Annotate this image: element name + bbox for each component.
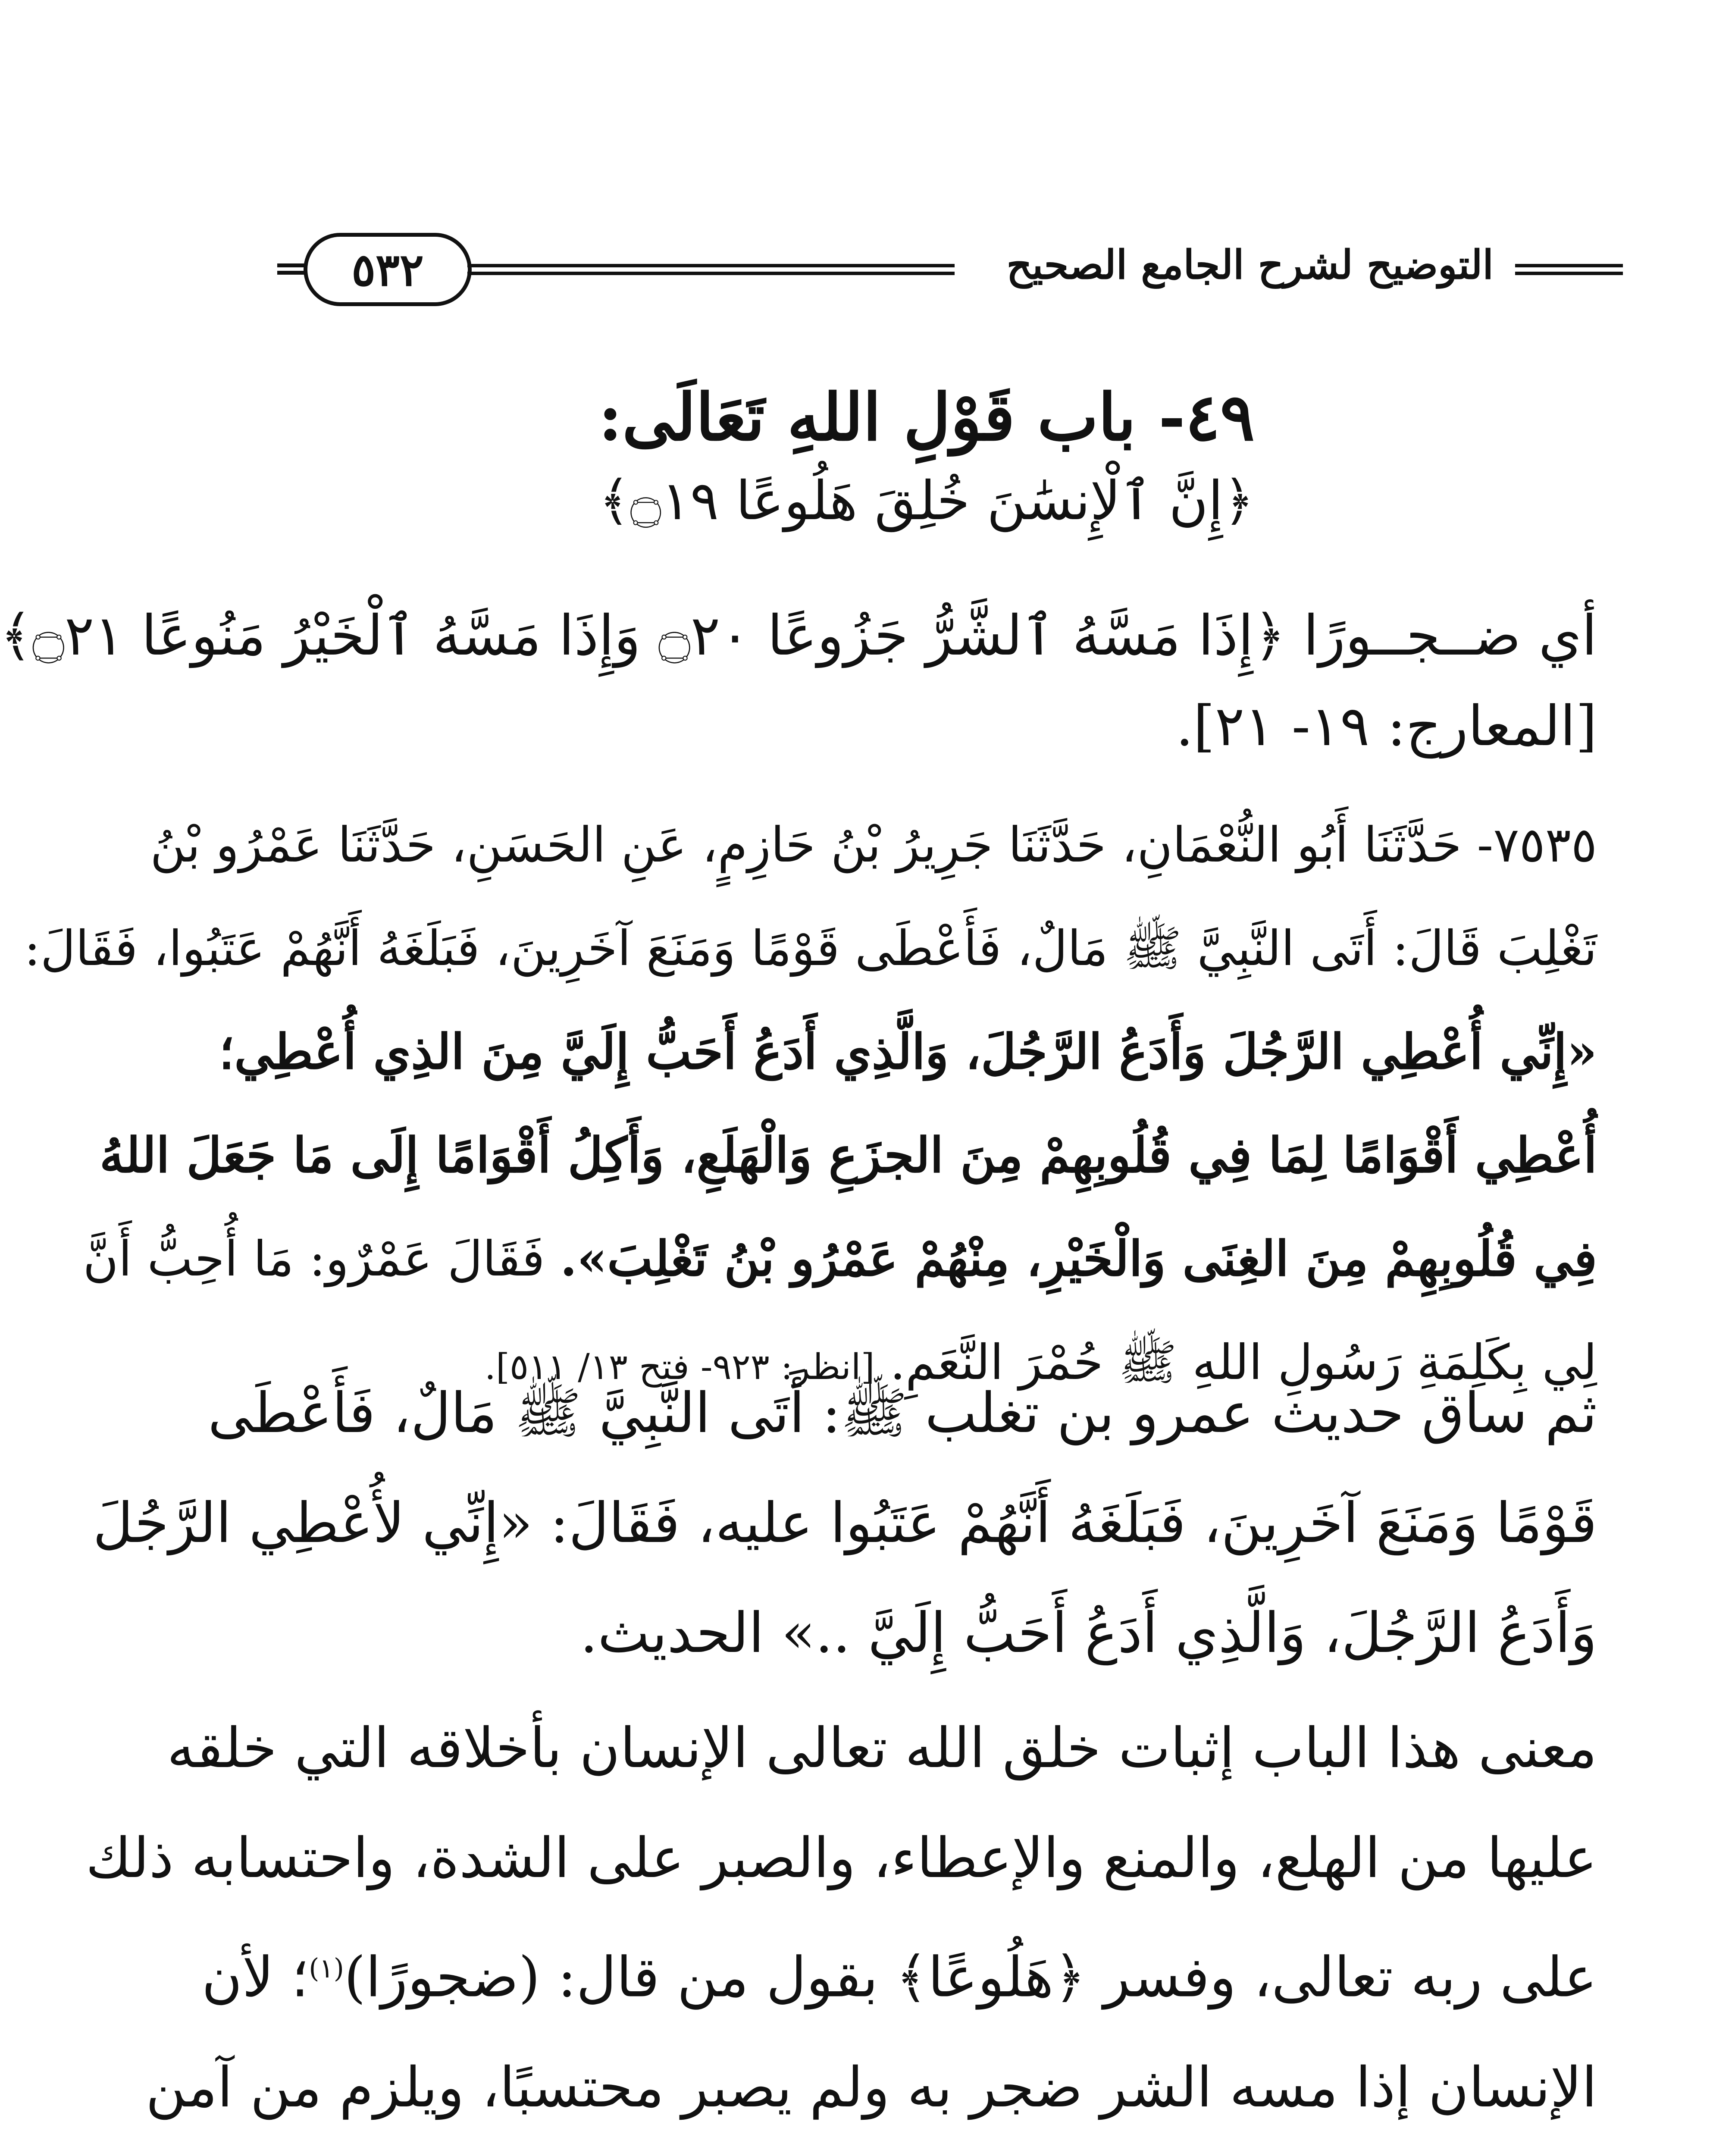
hadith-line: ٧٥٣٥- حَدَّثَنَا أَبُو النُّعْمَانِ، حَدَّثَنَا جَرِيرُ بْنُ حَازِمٍ، عَنِ الحَسَنِ، حَدَّثَنَا عَمْرُو بْنُ bbox=[150, 817, 1597, 873]
commentary-line: وَأَدَعُ الرَّجُلَ، وَالَّذِي أَدَعُ أَحَبُّ إِلَيَّ ..» الحديث. bbox=[580, 1601, 1597, 1665]
hadith-last-line: لِي بِكَلِمَةِ رَسُولِ اللهِ ﷺ حُمْرَ النَّعَمِ. bbox=[890, 1335, 1597, 1391]
hadith-line bbox=[83, 1207, 1597, 1311]
commentary-line: قَوْمًا وَمَنَعَ آخَرِينَ، فَبَلَغَهُ أَنَّهُمْ عَتَبُوا عليه، فَقَالَ: «إِنِّي لأُعْطِي الرَّجُلَ bbox=[93, 1491, 1597, 1555]
hadith-quote-end: فِي قُلُوبِهِمْ مِنَ الغِنَى وَالْخَيْرِ، مِنْهُمْ عَمْرُو بْنُ تَغْلِبَ». bbox=[560, 1231, 1597, 1287]
gloss-citation: [المعارج: ١٩- ٢١]. bbox=[1175, 694, 1597, 758]
page-number-badge bbox=[304, 233, 472, 306]
running-title: التوضيح لشرح الجامع الصحيح bbox=[1006, 241, 1494, 288]
footnote-marker[interactable]: (١) bbox=[309, 1952, 344, 1984]
hadith-continuation: فَقَالَ عَمْرٌو: مَا أُحِبُّ أَنَّ bbox=[83, 1231, 561, 1287]
verse-gloss bbox=[0, 591, 1597, 772]
chapter-heading: ٤٩- باب قَوْلِ اللهِ تَعَالَى: bbox=[598, 379, 1255, 455]
commentary-segment: ؛ لأن bbox=[201, 1945, 309, 2010]
gloss-line: أي ضــجــورًا ﴿إِذَا مَسَّهُ ٱلشَّرُّ جَزُوعًا ۝٢٠ وَإِذَا مَسَّهُ ٱلْخَيْرُ مَنُوعًا ۝٢١﴾ bbox=[0, 604, 1597, 668]
hadith-line: «إِنِّي أُعْطِي الرَّجُلَ وَأَدَعُ الرَّجُلَ، وَالَّذِي أَدَعُ أَحَبُّ إِلَيَّ مِنَ الذِي أُعْطِي؛ bbox=[219, 1024, 1597, 1080]
paragraph-gap bbox=[256, 1688, 1597, 1693]
commentary-line: عليها من الهلع، والمنع والإعطاء، والصبر على الشدة، واحتسابه ذلك bbox=[85, 1826, 1597, 1890]
header-rule-left bbox=[467, 264, 955, 275]
commentary-line: الإنسان إذا مسه الشر ضجر به ولم يصبر محتسبًا، ويلزم من آمن bbox=[145, 2055, 1597, 2120]
hadith-line: تَغْلِبَ قَالَ: أَتَى النَّبِيَّ ﷺ مَالٌ، فَأَعْطَى قَوْمًا وَمَنَعَ آخَرِينَ، فَبَلَغَهُ أَنَّهُمْ عَتَبُوا، فَقَالَ: bbox=[24, 921, 1597, 977]
hadith-line: أُعْطِي أَقْوَامًا لِمَا فِي قُلُوبِهِمْ مِنَ الجزَعِ وَالْهَلَعِ، وَأَكِلُ أَقْوَامًا إِلَى مَا جَعَلَ اللهُ bbox=[100, 1127, 1597, 1184]
commentary-line: معنى هذا الباب إثبات خلق الله تعالى الإنسان بأخلاقه التي خلقه bbox=[167, 1716, 1597, 1780]
header-rule-right bbox=[1515, 264, 1623, 275]
quran-verse: ﴿إِنَّ ٱلْإِنسَٰنَ خُلِقَ هَلُوعًا ۝١٩﴾ bbox=[598, 470, 1255, 532]
commentary-text bbox=[85, 1358, 1597, 2156]
page-header bbox=[230, 224, 1623, 319]
commentary-line bbox=[256, 2143, 1597, 2156]
commentary-line: ثم ساق حديث عمرو بن تغلب ﷺ: أَتَى النَّبِيَّ ﷺ مَالٌ، فَأَعْطَى bbox=[208, 1381, 1597, 1445]
hadith-text bbox=[24, 793, 1597, 1419]
page-number: ٥٣٢ bbox=[351, 243, 424, 296]
commentary-line bbox=[201, 1913, 1597, 2033]
commentary-segment: على ربه تعالى، وفسر ﴿هَلُوعًا﴾ بقول من قال: (ضجورًا) bbox=[344, 1945, 1597, 2010]
hadith-reference: [انظر: ٩٢٣- فتح ١٣/ ٥١١]. bbox=[484, 1347, 875, 1388]
